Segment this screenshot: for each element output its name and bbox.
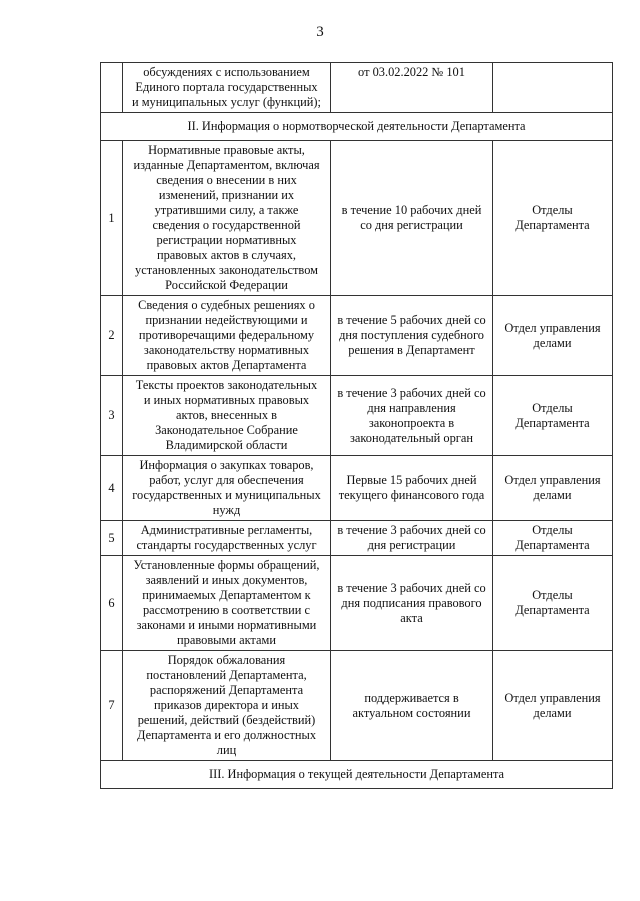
section-heading: III. Информация о текущей деятельности Департамента (101, 761, 613, 789)
row-term: Первые 15 рабочих дней текущего финансового года (331, 456, 493, 521)
row-n: 6 (101, 556, 123, 651)
row-name: обсуждениях с использованием Единого портала государственных и муниципальных услуг (функций); (123, 63, 331, 113)
row-resp: Отделы Департамента (493, 521, 613, 556)
row-resp: Отдел управления делами (493, 296, 613, 376)
table-row (101, 63, 613, 113)
row-n: 7 (101, 651, 123, 761)
row-resp: Отделы Департамента (493, 556, 613, 651)
row-resp: Отдел управления делами (493, 651, 613, 761)
section-heading: II. Информация о нормотворческой деятельности Департамента (101, 113, 613, 141)
row-resp: Отделы Департамента (493, 376, 613, 456)
table-row (101, 521, 613, 556)
section-row (101, 113, 613, 141)
row-term: в течение 10 рабочих дней со дня регистрации (331, 141, 493, 296)
row-n: 5 (101, 521, 123, 556)
table-row (101, 456, 613, 521)
row-term: в течение 3 рабочих дней со дня регистрации (331, 521, 493, 556)
table-row (101, 141, 613, 296)
info-table (100, 62, 613, 789)
row-term: от 03.02.2022 № 101 (331, 63, 493, 113)
table-row (101, 376, 613, 456)
table-row (101, 556, 613, 651)
row-n: 3 (101, 376, 123, 456)
row-term: в течение 3 рабочих дней со дня направления законопроекта в законодательный орган (331, 376, 493, 456)
row-name: Установленные формы обращений, заявлений и иных документов, принимаемых Департаментом к рассмотрению в соответствии с законами и иными нормативными правовыми актами (123, 556, 331, 651)
row-term: поддерживается в актуальном состоянии (331, 651, 493, 761)
row-name: Сведения о судебных решениях о признании недействующими и противоречащими федеральному законодательству нормативных правовых актов Департамента (123, 296, 331, 376)
row-n: 4 (101, 456, 123, 521)
row-name: Порядок обжалования постановлений Департамента, распоряжений Департамента приказов директора и иных решений, действий (бездействий) Департамента и его должностных лиц (123, 651, 331, 761)
row-name: Нормативные правовые акты, изданные Департаментом, включая сведения о внесении в них изменений, признании их утратившими силу, а также сведения о государственной регистрации нормативных правовых актов в случаях, установленных законодательством Российской Федерации (123, 141, 331, 296)
page-number: 3 (316, 24, 324, 40)
row-term: в течение 5 рабочих дней со дня поступления судебного решения в Департамент (331, 296, 493, 376)
table-row (101, 296, 613, 376)
section-row (101, 761, 613, 789)
row-resp: Отдел управления делами (493, 456, 613, 521)
row-name: Административные регламенты, стандарты государственных услуг (123, 521, 331, 556)
row-name: Информация о закупках товаров, работ, услуг для обеспечения государственных и муниципальных нужд (123, 456, 331, 521)
row-name: Тексты проектов законодательных и иных нормативных правовых актов, внесенных в Законодательное Собрание Владимирской области (123, 376, 331, 456)
table-row (101, 651, 613, 761)
row-resp: Отделы Департамента (493, 141, 613, 296)
row-term: в течение 3 рабочих дней со дня подписания правового акта (331, 556, 493, 651)
row-n: 1 (101, 141, 123, 296)
row-n: 2 (101, 296, 123, 376)
